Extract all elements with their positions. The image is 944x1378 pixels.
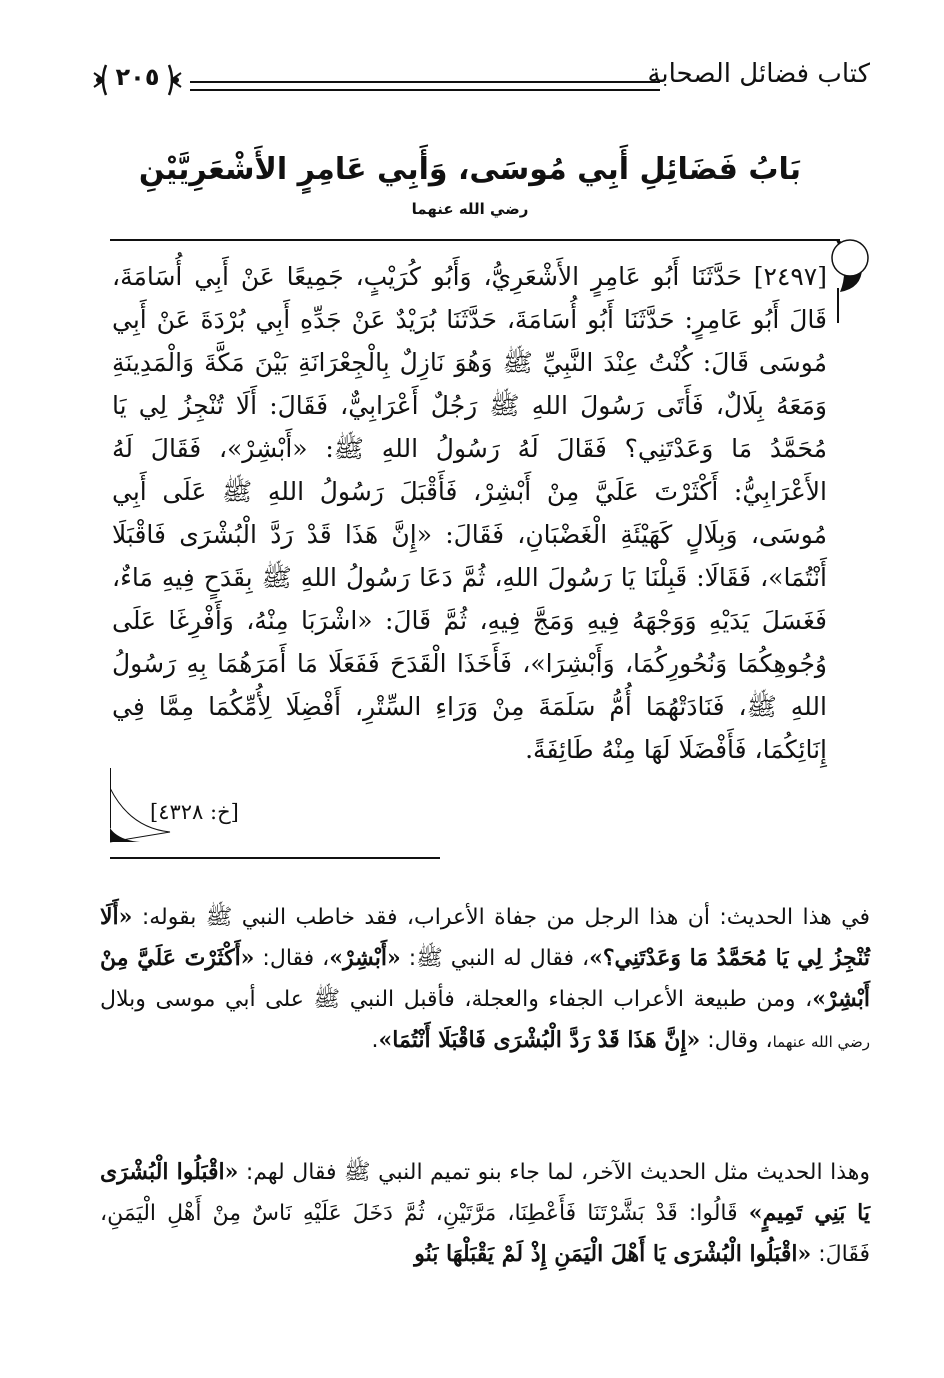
quote: «إِنَّ هَذَا قَدْ رَدَّ الْبُشْرَى فَاقْبَلَا أَنْتُمَا» xyxy=(378,1027,701,1053)
page-header xyxy=(90,55,870,105)
chapter-title xyxy=(120,152,820,222)
quote: «أَبْشِرْ» xyxy=(329,945,401,971)
commentary-text: . xyxy=(371,1028,379,1053)
hadith-body: [٢٤٩٧] حَدَّثَنَا أَبُو عَامِرٍ الأَشْعَرِيُّ، وَأَبُو كُرَيْبٍ، جَمِيعًا عَنْ أَبِي أُسَامَةَ، قَالَ أَبُو عَامِرٍ: حَدَّثَنَا أَبُو أُسَامَةَ، حَدَّثَنَا بُرَيْدٌ عَنْ جَدِّهِ أَبِي بُرْدَةَ عَنْ أَبِي مُوسَى قَالَ: كُنْتُ عِنْدَ النَّبِيِّ ﷺ وَهُوَ نَازِلٌ بِالْجِعْرَانَةِ بَيْنَ مَكَّةَ وَالْمَدِينَةِ وَمَعَهُ بِلَالٌ، فَأَتَى رَسُولَ اللهِ ﷺ رَجُلٌ أَعْرَابِيٌّ، فَقَالَ: أَلَا تُنْجِزُ لِي يَا مُحَمَّدُ مَا وَعَدْتَنِي؟ فَقَالَ لَهُ رَسُولُ اللهِ ﷺ: «أَبْشِرْ»، فَقَالَ لَهُ الأَعْرَابِيُّ: أَكْثَرْتَ عَلَيَّ مِنْ أَبْشِرْ، فَأَقْبَلَ رَسُولُ اللهِ ﷺ عَلَى أَبِي مُوسَى، وَبِلَالٍ كَهَيْئَةِ الْغَضْبَانِ، فَقَالَ: «إِنَّ هَذَا قَدْ رَدَّ الْبُشْرَى فَاقْبَلَا أَنْتُمَا»، فَقَالَا: قَبِلْنَا يَا رَسُولَ اللهِ، ثُمَّ دَعَا رَسُولُ اللهِ ﷺ بِقَدَحٍ فِيهِ مَاءٌ، فَغَسَلَ يَدَيْهِ وَوَجْهَهُ فِيهِ وَمَجَّ فِيهِ، ثُمَّ قَالَ: «اشْرَبَا مِنْهُ، وَأَفْرِغَا عَلَى وُجُوهِكُمَا وَنُحُورِكُمَا، وَأَبْشِرَا»، فَأَخَذَا الْقَدَحَ فَفَعَلَا مَا أَمَرَهُمَا بِهِ رَسُولُ اللهِ ﷺ، فَنَادَتْهُمَا أُمُّ سَلَمَةَ مِنْ وَرَاءِ السِّتْرِ، أَفْضِلَا لِأُمِّكُمَا مِمَّا فِي إِنَائِكُمَا، فَأَفْضَلَا لَهَا مِنْهُ طَائِفَةً. xyxy=(112,262,828,764)
page-number: ٢٠٥ xyxy=(115,63,160,91)
quote: «أَكْثَرْتَ عَلَيَّ مِنْ أَبْشِرْ» xyxy=(100,945,870,1012)
quote: «اقْبَلُوا الْبُشْرَى يَا بَنِي تَمِيمٍ» xyxy=(100,1159,870,1226)
hadith-text xyxy=(112,255,827,771)
chapter-honorific: رضي الله عنهما xyxy=(411,200,529,218)
quote: «أَلَا تُنْجِزُ لِي يَا مُحَمَّدُ مَا وَعَدْتَنِي؟» xyxy=(100,904,870,971)
honorific: رضي الله عنهما xyxy=(772,1033,870,1051)
commentary-paragraph-1 xyxy=(100,897,870,1063)
commentary-text: ، فقال له النبي ﷺ: xyxy=(400,946,590,971)
chapter-title-text: بَابُ فَضَائِلِ أَبِي مُوسَى، وَأَبِي عَامِرٍ الأَشْعَرِيَّيْنِ xyxy=(138,152,802,187)
commentary-paragraph-2 xyxy=(100,1152,870,1275)
commentary-text: قَالُوا: قَدْ بَشَّرْتَنَا فَأَعْطِنَا، مَرَّتَيْنِ، ثُمَّ دَخَلَ عَلَيْهِ نَاسٌ مِنْ أَهْلِ الْيَمَنِ، فَقَالَ: xyxy=(100,1201,870,1267)
commentary-text: في هذا الحديث: أن هذا الرجل من جفاة الأعراب، فقد خاطب النبي ﷺ بقوله: xyxy=(132,905,870,930)
header-rule xyxy=(190,81,660,91)
commentary-text: ، وقال: xyxy=(700,1028,773,1053)
page-number-ornament xyxy=(90,55,185,105)
commentary-text: ، فقال: xyxy=(254,946,330,971)
commentary-text: ، ومن طبيعة الأعراب الجفاء والعجلة، فأقبل النبي ﷺ على أبي موسى وبلال xyxy=(100,987,813,1012)
commentary-text: وهذا الحديث مثل الحديث الآخر، لما جاء بنو تميم النبي ﷺ فقال لهم: xyxy=(238,1160,870,1185)
running-title: كتاب فضائل الصحابة xyxy=(647,59,870,89)
quote: «اقْبَلُوا الْبُشْرَى يَا أَهْلَ الْيَمَنِ إِذْ لَمْ يَقْبَلْهَا بَنُو xyxy=(414,1241,812,1267)
hadith-reference: [خ: ٤٣٢٨] xyxy=(150,800,239,824)
